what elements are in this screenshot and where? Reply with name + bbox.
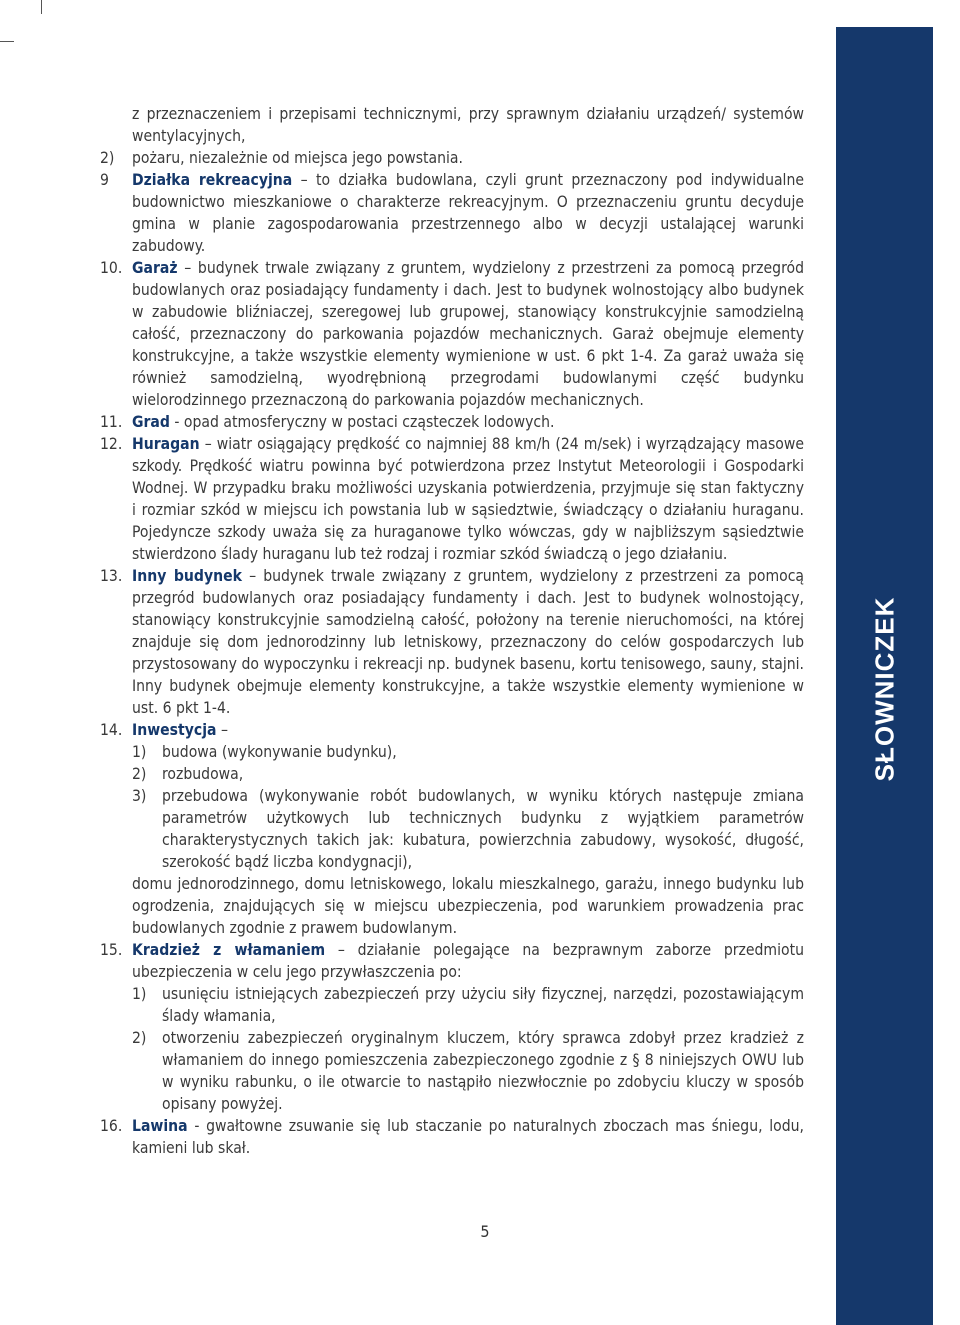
entry-number: 16. xyxy=(100,1117,123,1135)
entry-text: - opad atmosferyczny w postaci cząsteczek lodowych. xyxy=(169,413,555,431)
entry-number: 15. xyxy=(100,941,123,959)
entry-term: Garaż xyxy=(132,259,178,277)
sub-item-text: rozbudowa, xyxy=(162,765,244,783)
entry-text: – budynek trwale związany z gruntem, wydzielony z przestrzeni za pomocą przegród budowlanych oraz posiadający fundamenty i dach. Jest to budynek wolnostojący, stanowiący konstrukcyjnie samodzielną całość, położony na terenie nieruchomości, na której znajduje się dom jednorodzinny lub letniskowy, przeznaczony do celów gospodarczych lub przystosowany do wypoczynku i rekreacji np. budynek basenu, kortu tenisowego, sauny, stajni. Inny budynek obejmuje elementy konstrukcyjne, a także wszystkie elementy wymienione w ust. 6 pkt 1-4. xyxy=(132,567,805,717)
sub-item xyxy=(100,1027,804,1115)
entry-text: – wiatr osiągający prędkość co najmniej 88 km/h (24 m/sek) i wyrządzający masowe szkody. Prędkość wiatru powinna być potwierdzona przez Instytut Meteorologii i Gospodarki Wodnej. W przypadku braku możliwości uzyskania potwierdzenia, przyjmuje się stan faktyczny i rozmiar szkód w miejscu ich powstania lub w sąsiedztwie, świadczący o działaniu huraganu. Pojedyncze szkody uważa się za huraganowe tylko wówczas, gdy w najbliższym sąsiedztwie stwierdzono ślady huraganu lub też rodzaj i rozmiar szkód świadczą o jego działaniu. xyxy=(132,435,804,563)
sub-item-number: 1) xyxy=(132,743,147,761)
section-side-tab xyxy=(836,27,933,1325)
item-number: 2) xyxy=(100,149,115,167)
sub-item xyxy=(100,741,804,763)
entry-13 xyxy=(100,565,804,719)
sub-item-number: 2) xyxy=(132,765,147,783)
entry-term: Grad xyxy=(132,413,170,431)
page-number: 5 xyxy=(480,1222,490,1241)
sub-item-text: budowa (wykonywanie budynku), xyxy=(162,743,397,761)
entry-text: – budynek trwale związany z gruntem, wydzielony z przestrzeni za pomocą przegród budowlanych oraz posiadający fundamenty i dach. Jest to budynek wolnostojący albo budynek w zabudowie bliźniaczej, szeregowej lub grupowej, stanowiący konstrukcyjnie samodzielną całość, przeznaczony do parkowania pojazdów mechanicznych. Garaż obejmuje elementy konstrukcyjne, a także wszystkie elementy wymienione w ust. 6 pkt 1-4. Za garaż uważa się również samodzielną, wyodrębnioną przegrodami budowlanymi część budynku wielorodzinnego przeznaczoną do parkowania pojazdów mechanicznych. xyxy=(132,259,804,409)
side-tab-label: SŁOWNICZEK xyxy=(869,596,899,782)
sub-item xyxy=(100,763,804,785)
item-text: pożaru, niezależnie od miejsca jego powstania. xyxy=(132,149,463,167)
entry-text: – to działka budowlana, czyli grunt przeznaczony pod indywidualne budownictwo mieszkaniowe o charakterze rekreacyjnym. O przeznaczeniu gruntu decyduje gmina w planie zagospodarowania przestrzennego albo w decyzji ustalającej warunki zabudowy. xyxy=(132,171,804,255)
entry-11 xyxy=(100,411,804,433)
sub-item-text: otworzeniu zabezpieczeń oryginalnym kluczem, który sprawca zdobył przez kradzież z włamaniem do innego pomieszczenia zabezpieczonego zgodnie z § 8 niniejszych OWU lub w wyniku rabunku, o ile otwarcie to nastąpiło niezwłocznie po zdobyciu kluczy w sposób opisany powyżej. xyxy=(162,1029,804,1113)
entry-number: 12. xyxy=(100,435,123,453)
sub-item-number: 1) xyxy=(132,985,147,1003)
entry-term: Huragan xyxy=(132,435,200,453)
sub-item-text: przebudowa (wykonywanie robót budowlanych, w wyniku których następuje zmiana parametrów użytkowych lub technicznych budynku z wyjątkiem parametrów charakterystycznych takich jak: kubatura, powierzchnia zabudowy, wysokość, długość, szerokość bądź liczba kondygnacji), xyxy=(162,787,804,871)
entry-number: 13. xyxy=(100,567,123,585)
entry-text: – xyxy=(216,721,228,739)
continuation-text: z przeznaczeniem i przepisami technicznymi, przy sprawnym działaniu urządzeń/ systemów wentylacyjnych, xyxy=(132,105,804,145)
sub-item xyxy=(100,785,804,873)
sub-item-text: usunięciu istniejących zabezpieczeń przy użyciu siły fizycznej, narzędzi, pozostawiającym ślady włamania, xyxy=(162,985,804,1025)
entry-9 xyxy=(100,169,804,257)
entry-number: 9 xyxy=(100,171,109,189)
entry-16 xyxy=(100,1115,804,1159)
entry-14 xyxy=(100,719,804,741)
entry-term: Inwestycja xyxy=(132,721,217,739)
glossary-content xyxy=(100,103,804,1159)
entry-term: Kradzież z włamaniem xyxy=(132,941,326,959)
sub-item xyxy=(100,983,804,1027)
sub-item-number: 2) xyxy=(132,1029,147,1047)
entry-10 xyxy=(100,257,804,411)
entry-number: 11. xyxy=(100,413,123,431)
entry-number: 10. xyxy=(100,259,123,277)
entry-text: – działanie polegające na bezprawnym zaborze przedmiotu ubezpieczenia w celu jego przywłaszczenia po: xyxy=(132,941,804,981)
entry-15 xyxy=(100,939,804,983)
entry-term: Inny budynek xyxy=(132,567,242,585)
entry-number: 14. xyxy=(100,721,123,739)
continuation-item xyxy=(100,147,804,169)
entry-term: Działka rekreacyjna xyxy=(132,171,293,189)
sub-item-number: 3) xyxy=(132,787,147,805)
crop-mark xyxy=(0,41,14,42)
entry-12 xyxy=(100,433,804,565)
entry-text: - gwałtowne zsuwanie się lub staczanie po naturalnych zboczach mas śniegu, lodu, kamieni lub skał. xyxy=(132,1117,804,1157)
entry-term: Lawina xyxy=(132,1117,188,1135)
entry-tail-text: domu jednorodzinnego, domu letniskowego, lokalu mieszkalnego, garażu, innego budynku lub ogrodzenia, znajdujących się w miejscu ubezpieczenia, pod warunkiem prowadzenia prac budowlanych zgodnie z prawem budowlanym. xyxy=(132,875,804,937)
crop-mark xyxy=(41,0,42,14)
